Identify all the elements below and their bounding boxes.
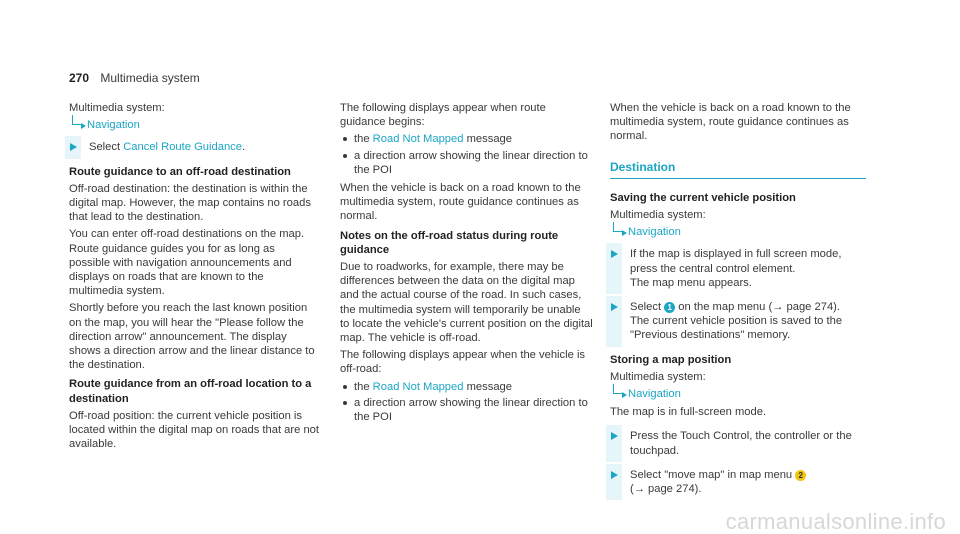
menu-path [610, 225, 866, 239]
menu-path-label: Multimedia system: [69, 102, 165, 114]
step-arrow-icon [611, 432, 618, 440]
submenu-arrow-icon [72, 115, 82, 125]
paragraph: You can enter off-road destinations on the map. Route guidance guides you for as long as possible with navigation announcements and displays on roads that are known to the multimedia system. [69, 228, 305, 298]
instruction-step [65, 140, 319, 154]
menu-path [610, 387, 866, 401]
paragraph: The following displays appear when route guidance begins: [340, 102, 546, 129]
paragraph: The map is in full-screen mode. [610, 406, 767, 419]
instruction-step [606, 429, 866, 457]
column-right [610, 101, 866, 506]
paragraph: When the vehicle is back on a road known to the multimedia system, route guidance continues as normal. [340, 182, 581, 223]
page-header [69, 71, 200, 85]
step-arrow-icon [611, 471, 618, 479]
step-text: Select "move map" in map menu [630, 468, 796, 481]
menu-path-label: Multimedia system: [610, 209, 706, 222]
paragraph: Shortly before you reach the last known position on the map, you will hear the "Please follow the direction arrow" announcement. The display shows a direction arrow and the linear distance to the destination. [69, 302, 315, 372]
step-result: The map menu appears. [630, 276, 752, 289]
menu-path-navigation[interactable]: Navigation [628, 226, 681, 239]
step-text-end: . [242, 141, 246, 154]
menu-path-label: Multimedia system: [610, 370, 706, 383]
paragraph: Due to roadworks, for example, there may be differences between the data on the digital map and the actual course of the road. In such cases, the multimedia system will temporarily be unable to locate the vehicle's current position on the digital map. The vehicle is off-road. [340, 261, 593, 345]
heading-offroad-notes: Notes on the off-road status during route guidance [340, 229, 559, 256]
step-arrow-icon [611, 303, 618, 311]
step-text: Select [89, 141, 124, 154]
heading-offroad-destination: Route guidance to an off-road destination [69, 165, 291, 178]
paragraph: Off-road position: the current vehicle position is located within the digital map on roads that are not available. [69, 409, 320, 451]
list-item [340, 132, 593, 146]
callout-badge-1: 1 [664, 302, 675, 313]
bullet-text-end: message [463, 380, 512, 393]
cancel-route-guidance-link[interactable]: Cancel Route Guidance [123, 141, 242, 154]
instruction-step [606, 300, 866, 343]
step-text: Select [630, 301, 665, 314]
list-item: a direction arrow showing the linear direction to the POI [340, 396, 593, 424]
watermark: carmanualsonline.info [725, 508, 946, 534]
column-middle [340, 101, 593, 426]
step-arrow-icon [70, 143, 77, 151]
callout-badge-2: 2 [795, 470, 806, 481]
paragraph: When the vehicle is back on a road known to the multimedia system, route guidance continues as normal. [610, 102, 851, 143]
paragraph: Off-road destination: the destination is within the digital map. However, the map contains no roads that lead to the destination. [69, 182, 311, 224]
column-left [69, 101, 319, 454]
heading-offroad-location: Route guidance from an off-road location to a destination [69, 378, 312, 405]
step-result: The current vehicle position is saved to the "Previous destinations" memory. [630, 315, 843, 342]
page-number: 270 [69, 71, 90, 85]
list-item: a direction arrow showing the linear direction to the POI [340, 149, 593, 177]
submenu-arrow-icon [613, 384, 623, 394]
list-item [340, 380, 593, 394]
paragraph: The following displays appear when the vehicle is off-road: [340, 349, 586, 376]
menu-path-navigation[interactable]: Navigation [87, 119, 140, 132]
road-not-mapped-message: Road Not Mapped [372, 133, 464, 146]
heading-save-position: Saving the current vehicle position [610, 191, 796, 204]
step-arrow-icon [611, 250, 618, 258]
instruction-step [606, 468, 866, 496]
menu-path-navigation[interactable]: Navigation [628, 388, 681, 401]
section-title-destination: Destination [610, 160, 866, 179]
bullet-text: the [354, 380, 373, 393]
step-text: If the map is displayed in full screen mode, press the central control element. [630, 248, 842, 275]
menu-path [69, 118, 319, 132]
road-not-mapped-message: Road Not Mapped [372, 380, 464, 393]
step-text: Press the Touch Control, the controller or the touchpad. [630, 430, 852, 457]
submenu-arrow-icon [613, 222, 623, 232]
step-text-end: on the map menu (→ page 274). [675, 301, 841, 314]
heading-store-map-position: Storing a map position [610, 353, 732, 366]
instruction-step [606, 247, 866, 290]
bullet-text: the [354, 133, 373, 146]
bullet-text-end: message [463, 133, 512, 146]
header-title: Multimedia system [100, 71, 200, 85]
step-text-end: (→ page 274). [630, 483, 702, 496]
